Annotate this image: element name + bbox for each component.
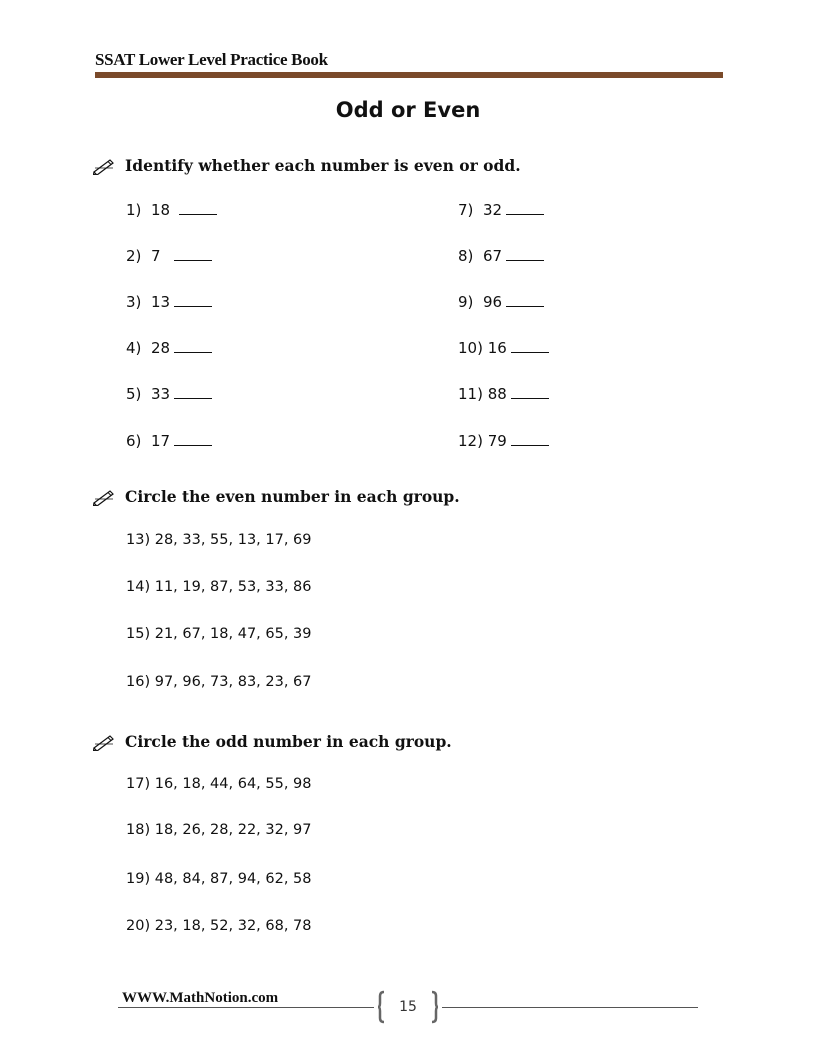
instruction-text: Circle the even number in each group.	[125, 487, 460, 506]
problem-number: 67	[482, 247, 503, 265]
problem-12	[458, 431, 549, 450]
problem-number: 28	[150, 339, 171, 357]
problem-number: 88	[487, 385, 507, 403]
problem-10	[458, 338, 549, 357]
problem-label: 6)	[126, 432, 142, 450]
even-group-13: 13) 28, 33, 55, 13, 17, 69	[126, 532, 312, 548]
answer-blank[interactable]	[174, 246, 212, 261]
instruction-circle-odd	[93, 732, 452, 751]
problem-label: 10)	[458, 339, 483, 357]
problem-label: 5)	[126, 385, 142, 403]
instruction-text: Circle the odd number in each group.	[125, 732, 452, 751]
problem-label: 2)	[126, 247, 142, 265]
pencil-icon	[93, 733, 115, 751]
problem-6	[126, 431, 212, 450]
even-group-14: 14) 11, 19, 87, 53, 33, 86	[126, 579, 312, 595]
answer-blank[interactable]	[174, 338, 212, 353]
pencil-icon	[93, 157, 115, 175]
header-divider	[95, 72, 723, 78]
instruction-circle-even	[93, 487, 460, 506]
footer-divider-left	[118, 1007, 374, 1008]
answer-blank[interactable]	[506, 292, 544, 307]
problem-label: 3)	[126, 293, 142, 311]
problem-number: 17	[150, 432, 171, 450]
answer-blank[interactable]	[511, 338, 549, 353]
even-group-15: 15) 21, 67, 18, 47, 65, 39	[126, 626, 312, 642]
odd-group-19: 19) 48, 84, 87, 94, 62, 58	[126, 871, 312, 887]
problem-number: 13	[150, 293, 171, 311]
answer-blank[interactable]	[179, 200, 217, 215]
problem-5	[126, 384, 212, 403]
problem-label: 1)	[126, 201, 142, 219]
answer-blank[interactable]	[511, 384, 549, 399]
answer-blank[interactable]	[174, 384, 212, 399]
problem-1	[126, 200, 217, 219]
answer-blank[interactable]	[506, 200, 544, 215]
problem-9	[458, 292, 544, 311]
problem-number: 79	[487, 432, 507, 450]
problem-label: 11)	[458, 385, 483, 403]
odd-group-17: 17) 16, 18, 44, 64, 55, 98	[126, 776, 312, 792]
website-link[interactable]: WWW.MathNotion.com	[122, 990, 279, 1006]
problem-11	[458, 384, 549, 403]
problem-4	[126, 338, 212, 357]
page-number-box	[378, 990, 438, 1024]
odd-group-18: 18) 18, 26, 28, 22, 32, 97	[126, 822, 312, 838]
odd-group-20: 20) 23, 18, 52, 32, 68, 78	[126, 918, 312, 934]
footer-divider-right	[442, 1007, 698, 1008]
even-group-16: 16) 97, 96, 73, 83, 23, 67	[126, 674, 312, 690]
instruction-identify	[93, 156, 521, 175]
problem-label: 7)	[458, 201, 474, 219]
problem-label: 8)	[458, 247, 474, 265]
problem-number: 7	[150, 247, 161, 265]
problem-number: 18	[150, 201, 171, 219]
problem-3	[126, 292, 212, 311]
problem-number: 33	[150, 385, 171, 403]
problem-number: 96	[482, 293, 503, 311]
answer-blank[interactable]	[174, 431, 212, 446]
problem-label: 12)	[458, 432, 483, 450]
problem-7	[458, 200, 544, 219]
problem-label: 4)	[126, 339, 142, 357]
answer-blank[interactable]	[511, 431, 549, 446]
book-title: SSAT Lower Level Practice Book	[95, 50, 328, 69]
instruction-text: Identify whether each number is even or odd.	[125, 156, 521, 175]
page-number: 15	[399, 999, 417, 1015]
problem-number: 32	[482, 201, 503, 219]
pencil-icon	[93, 488, 115, 506]
problem-2	[126, 246, 212, 265]
problem-8	[458, 246, 544, 265]
page-title: Odd or Even	[335, 98, 481, 122]
answer-blank[interactable]	[174, 292, 212, 307]
problem-number: 16	[487, 339, 507, 357]
problem-label: 9)	[458, 293, 474, 311]
answer-blank[interactable]	[506, 246, 544, 261]
